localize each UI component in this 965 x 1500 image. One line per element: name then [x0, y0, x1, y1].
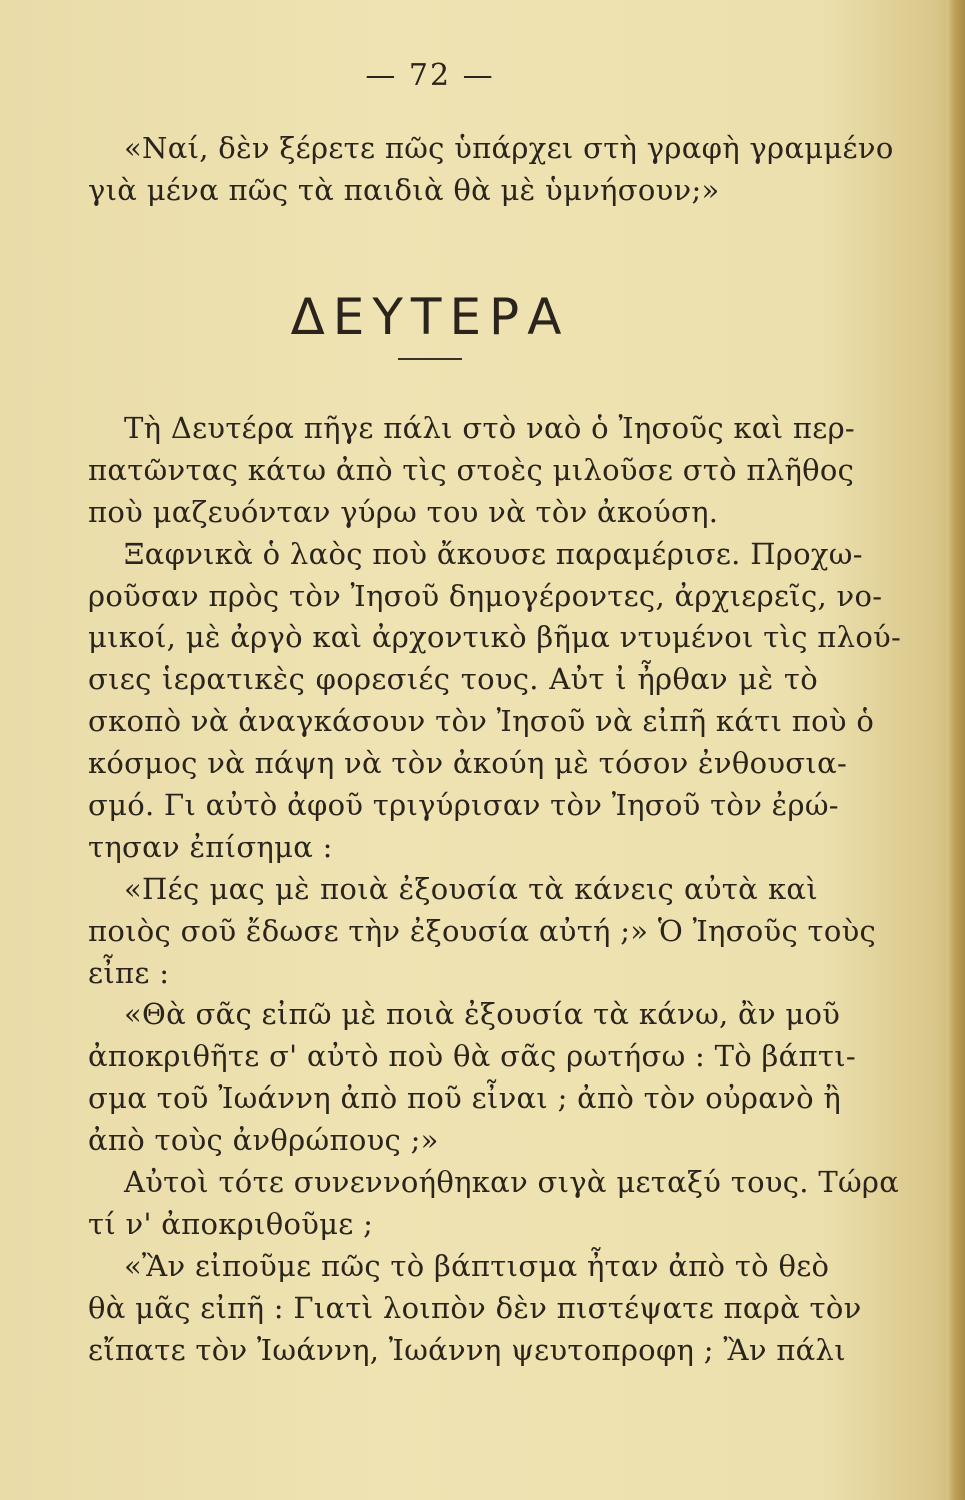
- page-number: — 72 —: [365, 58, 495, 93]
- text-line: γιὰ μένα πῶς τὰ παιδιὰ θὰ μὲ ὑμνήσουν;»: [88, 172, 720, 207]
- text-line: ποιὸς σοῦ ἔδωσε τὴν ἐξουσία αὐτή ;» Ὁ Ἰησοῦς τοὺς: [88, 913, 877, 948]
- text-line: σμα τοῦ Ἰωάννη ἀπὸ ποῦ εἶναι ; ἀπὸ τὸν οὐρανὸ ἢ: [88, 1081, 842, 1116]
- text-line: Τὴ Δευτέρα πῆγε πάλι στὸ ναὸ ὁ Ἰησοῦς καὶ περ-: [124, 411, 856, 445]
- text-line: πατῶντας κάτω ἀπὸ τὶς στοὲς μιλοῦσε στὸ πλῆθος: [88, 452, 855, 487]
- body-text: [88, 408, 902, 1371]
- text-line: τησαν ἐπίσημα :: [88, 829, 333, 864]
- text-line: μικοί, μὲ ἀργὸ καὶ ἀρχοντικὸ βῆμα ντυμένοι τὶς πλού-: [88, 620, 902, 655]
- text-line: «Ἂν εἰποῦμε πῶς τὸ βάπτισμα ἦταν ἀπὸ τὸ θεὸ: [124, 1248, 830, 1283]
- text-line: σκοπὸ νὰ ἀναγκάσουν τὸν Ἰησοῦ νὰ εἰπῆ κάτι ποὺ ὁ: [88, 704, 875, 739]
- text-line: τί ν' ἀποκριθοῦμε ;: [88, 1206, 374, 1241]
- text-line: θὰ μᾶς εἰπῆ : Γιατὶ λοιπὸν δὲν πιστέψατε παρὰ τὸν: [88, 1290, 862, 1325]
- text-line: «Πές μας μὲ ποιὰ ἐξουσία τὰ κάνεις αὐτὰ καὶ: [124, 871, 818, 906]
- text-line: ἀποκριθῆτε σ' αὐτὸ ποὺ θὰ σᾶς ρωτήσω : Τὸ βάπτι-: [88, 1039, 856, 1074]
- text-line: ποὺ μαζευόνταν γύρω του νὰ τὸν ἀκούση.: [88, 494, 719, 529]
- text-line: Ξαφνικὰ ὁ λαὸς ποὺ ἄκουσε παραμέρισε. Προχω-: [124, 536, 863, 571]
- text-line: Αὐτοὶ τότε συνεννοήθηκαν σιγὰ μεταξύ τους. Τώρα: [124, 1165, 900, 1200]
- title-divider: [398, 358, 462, 360]
- text-line: κόσμος νὰ πάψη νὰ τὸν ἀκούη μὲ τόσον ἐνθουσια-: [88, 746, 848, 781]
- text-line: ροῦσαν πρὸς τὸν Ἰησοῦ δημογέροντες, ἀρχιερεῖς, νο-: [88, 578, 883, 613]
- text-line: «Ναί, δὲν ξέρετε πῶς ὑπάρχει στὴ γραφὴ γραμμένο: [124, 131, 894, 165]
- opening-quote: [88, 128, 894, 212]
- text-line: «Θὰ σᾶς εἰπῶ μὲ ποιὰ ἐξουσία τὰ κάνω, ἂν μοῦ: [124, 997, 841, 1032]
- page-edge: [947, 0, 965, 1500]
- text-line: ἀπὸ τοὺς ἀνθρώπους ;»: [88, 1123, 439, 1158]
- section-title: ΔΕΥΤΕΡΑ: [290, 288, 570, 346]
- text-line: εἶπε :: [88, 955, 170, 990]
- text-line: εἴπατε τὸν Ἰωάννη, Ἰωάννη ψευτοπροφη ; Ἂν πάλι: [88, 1332, 846, 1367]
- text-line: σιες ἱερατικὲς φορεσιές τους. Αὐτ ἰ ἦρθαν μὲ τὸ: [88, 662, 818, 697]
- text-line: σμό. Γι αὐτὸ ἀφοῦ τριγύρισαν τὸν Ἰησοῦ τὸν ἐρώ-: [88, 788, 839, 823]
